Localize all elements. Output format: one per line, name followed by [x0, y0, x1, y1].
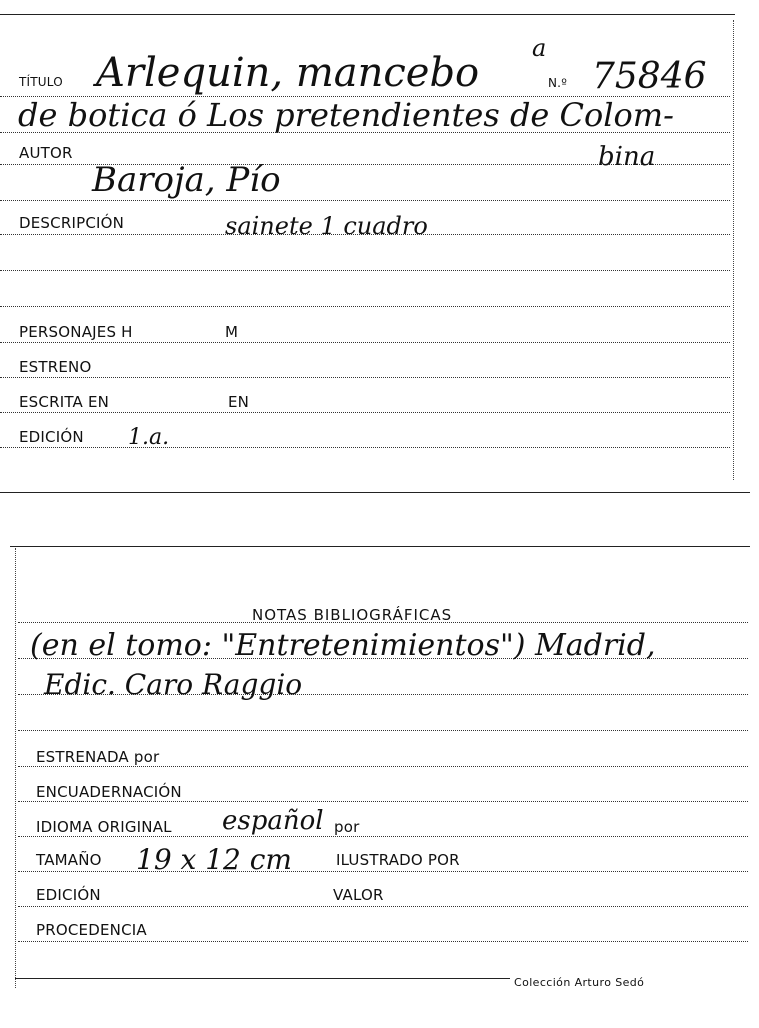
notas-handwritten-1: (en el tomo: "Entretenimientos") Madrid, — [30, 628, 656, 663]
edicion2-label: EDICIÓN — [36, 886, 101, 904]
titulo-superscript: a — [532, 34, 547, 62]
notas-handwritten-2: Edic. Caro Raggio — [44, 668, 303, 701]
rule-notas-1 — [18, 622, 748, 623]
notas-heading: NOTAS BIBLIOGRÁFICAS — [252, 606, 453, 624]
personajes-h-label: PERSONAJES H — [19, 323, 133, 341]
rule-edicion2 — [18, 906, 748, 907]
collection-footer: Colección Arturo Sedó — [514, 976, 645, 989]
estreno-label: ESTRENO — [19, 358, 92, 376]
por-label: por — [334, 818, 360, 836]
idioma-original-label: IDIOMA ORIGINAL — [36, 818, 172, 836]
rule-tamano — [18, 871, 748, 872]
descripcion-label: DESCRIPCIÓN — [19, 214, 125, 232]
valor-label: VALOR — [333, 886, 384, 904]
en-label: EN — [228, 393, 250, 411]
autor-value: Baroja, Pío — [92, 160, 281, 200]
encuadernacion-label: ENCUADERNACIÓN — [36, 783, 182, 801]
numero-label: N.º — [548, 76, 568, 90]
titulo-handwritten-2: de botica ó Los pretendientes de Colom- — [18, 96, 674, 134]
procedencia-label: PROCEDENCIA — [36, 921, 147, 939]
edicion-label: EDICIÓN — [19, 428, 84, 446]
card2-bottom-border — [15, 978, 510, 979]
titulo-label: TÍTULO — [19, 75, 63, 89]
descripcion-value: sainete 1 cuadro — [225, 212, 428, 240]
rule-procedencia — [18, 941, 748, 942]
card2-left-border — [15, 548, 16, 988]
edicion-value: 1.a. — [128, 425, 170, 450]
estrenada-por-label: ESTRENADA por — [36, 748, 160, 766]
tamano-label: TAMAÑO — [36, 851, 102, 869]
tamano-value: 19 x 12 cm — [136, 843, 292, 876]
autor-label: AUTOR — [19, 144, 73, 162]
titulo-handwritten-1: Arlequin, mancebo — [96, 50, 480, 96]
rule-idioma — [18, 836, 748, 837]
rule-notas-4 — [18, 730, 748, 731]
escrita-en-label: ESCRITA EN — [19, 393, 110, 411]
rule-estrenada — [18, 766, 748, 767]
ilustrado-por-label: ILUSTRADO POR — [336, 851, 460, 869]
card2-top-border — [10, 546, 750, 547]
numero-value: 75846 — [592, 56, 707, 97]
titulo-handwritten-3: bina — [598, 142, 656, 172]
personajes-m-label: M — [225, 323, 239, 341]
idioma-value: español — [222, 806, 324, 836]
rule-encuadernacion — [18, 801, 748, 802]
